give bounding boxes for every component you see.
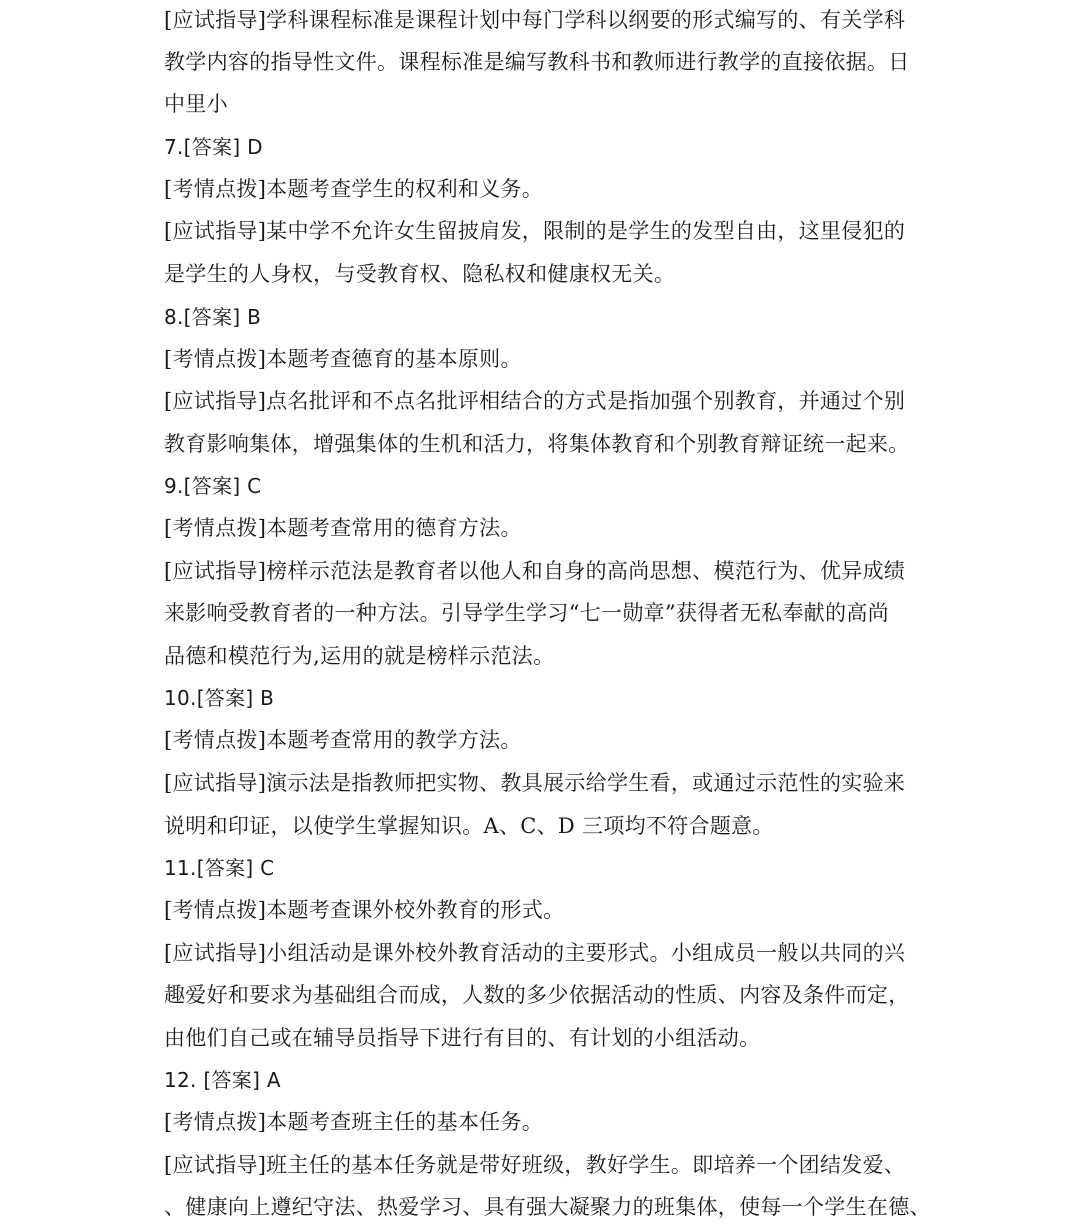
text-line: 中里小	[164, 92, 228, 116]
text-line: 来影响受教育者的一种方法。引导学生学习“七一勋章”获得者无私奉献的高尚	[164, 601, 889, 625]
text-line: [应试指导]点名批评和不点名批评相结合的方式是指加强个别教育，并通过个别	[164, 389, 906, 413]
text-line: [考情点拨]本题考查常用的德育方法。	[164, 516, 522, 540]
text-line: 趣爱好和要求为基础组合而成，人数的多少依据活动的性质、内容及条件而定，	[164, 983, 910, 1007]
text-line: [应试指导]演示法是指教师把实物、教具展示给学生看，或通过示范性的实验来	[164, 771, 906, 795]
answer-line: 7.[答案] D	[164, 135, 263, 159]
text-line: [考情点拨]本题考查班主任的基本任务。	[164, 1110, 544, 1134]
text-line: 是学生的人身权，与受教育权、隐私权和健康权无关。	[164, 262, 676, 286]
text-line: [考情点拨]本题考查学生的权利和义务。	[164, 177, 544, 201]
text-line: [应试指导]班主任的基本任务就是带好班级，教好学生。即培养一个团结发爱、	[164, 1153, 906, 1177]
answer-line: 10.[答案] B	[164, 686, 275, 710]
text-line: 由他们自己或在辅导员指导下进行有目的、有计划的小组活动。	[164, 1026, 761, 1050]
text-line: [考情点拨]本题考查常用的教学方法。	[164, 728, 522, 752]
text-line: 教学内容的指导性文件。课程标准是编写教科书和教师进行教学的直接依据。日	[164, 50, 910, 74]
answer-line: 9.[答案] C	[164, 474, 262, 498]
text-line: [应试指导]某中学不允许女生留披肩发，限制的是学生的发型自由，这里侵犯的	[164, 219, 906, 243]
text-line: 说明和印证，以使学生掌握知识。A、C、D 三项均不符合题意。	[164, 814, 774, 838]
text-line: 、健康向上遵纪守法、热爱学习、具有强大凝聚力的班集体，使每一个学生在德、	[164, 1195, 931, 1219]
answer-line: 11.[答案] C	[164, 856, 275, 880]
text-line: [考情点拨]本题考查课外校外教育的形式。	[164, 898, 565, 922]
answer-line: 8.[答案] B	[164, 305, 262, 329]
text-line: 品德和模范行为,运用的就是榜样示范法。	[164, 644, 555, 668]
text-line: [应试指导]小组活动是课外校外教育活动的主要形式。小组成员一般以共同的兴	[164, 941, 906, 965]
answer-line: 12. [答案] A	[164, 1068, 281, 1092]
text-line: [考情点拨]本题考查德育的基本原则。	[164, 347, 522, 371]
text-line: 教育影响集体，增强集体的生机和活力，将集体教育和个别教育辩证统一起来。	[164, 432, 910, 456]
text-line: [应试指导]榜样示范法是教育者以他人和自身的高尚思想、模范行为、优异成绩	[164, 559, 906, 583]
text-line: [应试指导]学科课程标准是课程计划中每门学科以纲要的形式编写的、有关学科	[164, 8, 906, 32]
